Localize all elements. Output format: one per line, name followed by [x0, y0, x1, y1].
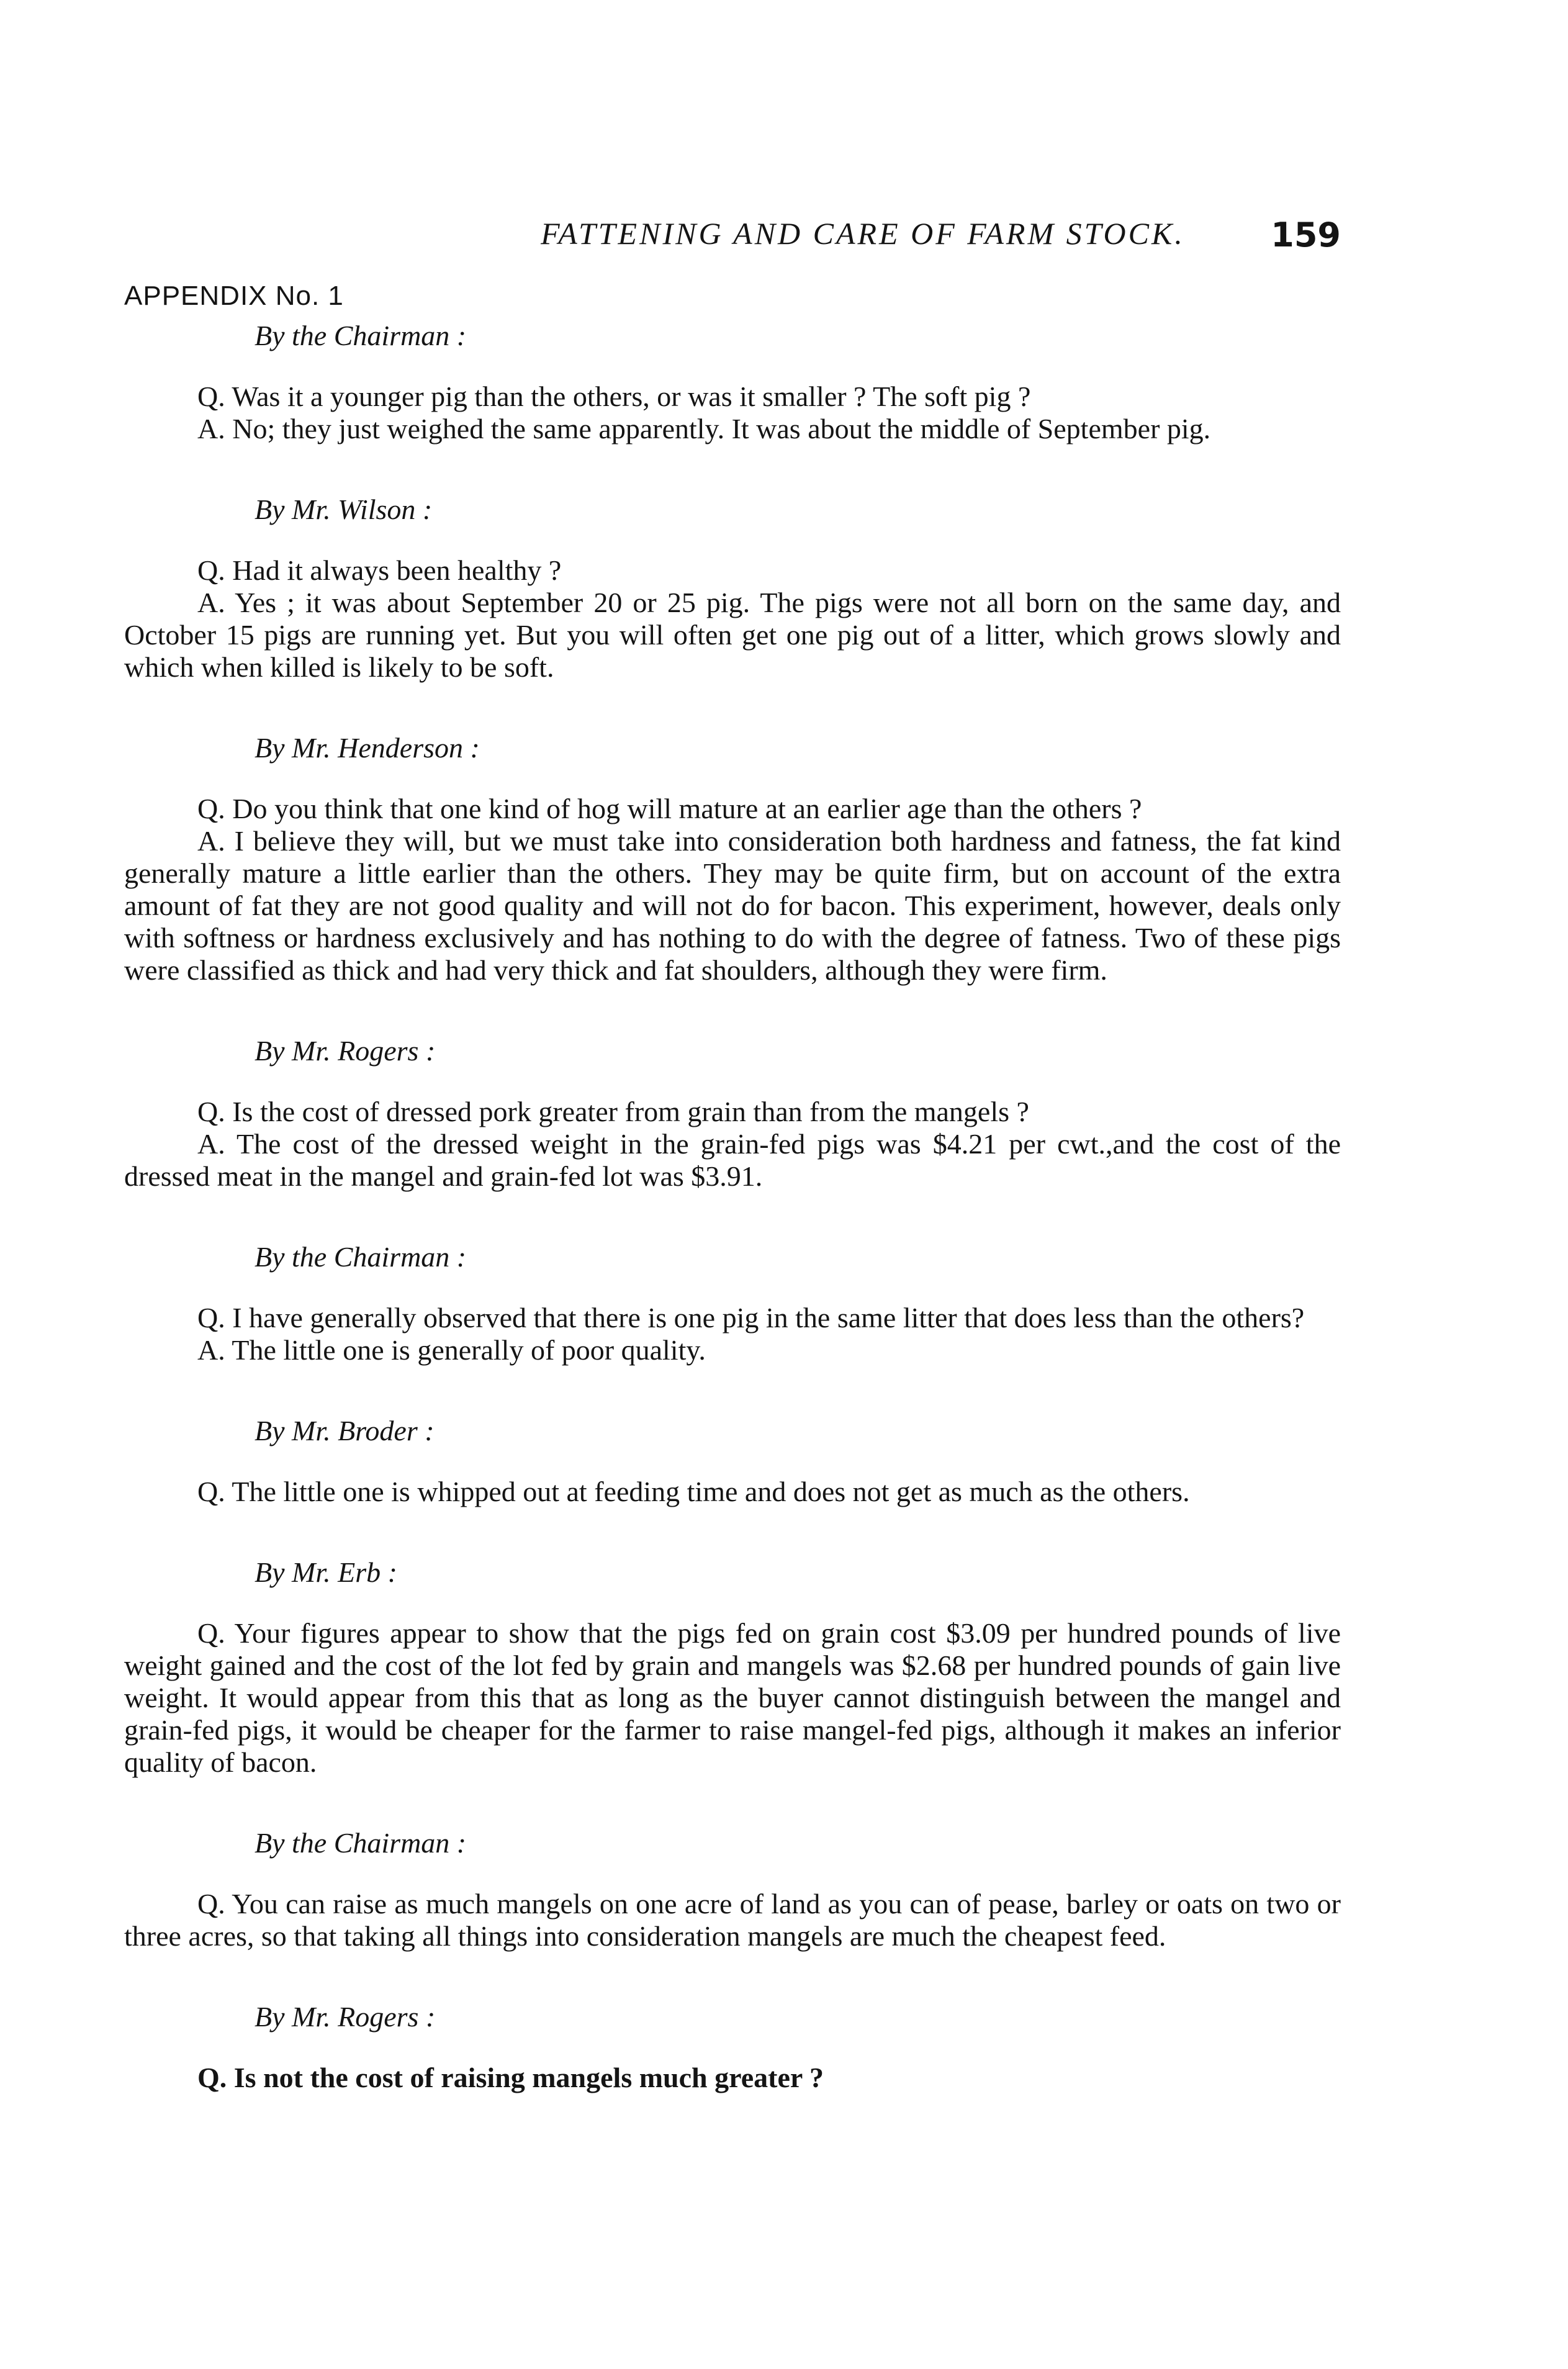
exchange-block [124, 494, 1341, 684]
speaker-heading: By Mr. Rogers : [255, 1035, 436, 1067]
exchange-block [124, 1827, 1341, 1952]
exchange-block [124, 1241, 1341, 1366]
document-body [124, 320, 1341, 2142]
exchange-block [124, 1035, 1341, 1193]
exchange-block [124, 1556, 1341, 1779]
question: Q. Had it always been healthy ? [197, 554, 562, 586]
speaker-heading: By the Chairman : [255, 320, 467, 351]
answer: A. The cost of the dressed weight in the grain-fed pigs was $4.21 per cwt.,and the cost of the dressed meat in the mangel and grain-fed lot was $3.91. [124, 1128, 1341, 1192]
answer: A. The little one is generally of poor quality. [197, 1334, 706, 1366]
speaker-heading: By Mr. Rogers : [255, 2001, 436, 2033]
speaker-heading: By Mr. Erb : [255, 1556, 397, 1588]
exchange-block [124, 1415, 1341, 1508]
question: Q. Your figures appear to show that the pigs fed on grain cost $3.09 per hundred pounds of live weight gained and the cost of the lot fed by grain and mangels was $2.68 per hundred pounds of gain live weight. It would appear from this that as long as the buyer cannot distinguish between the mangel and grain-fed pigs, it would be cheaper for the farmer to raise mangel-fed pigs, although it makes an inferior quality of bacon. [124, 1617, 1341, 1778]
question: Q. Is not the cost of raising mangels much greater ? [197, 2062, 824, 2093]
exchange-block [124, 320, 1341, 445]
question: Q. Do you think that one kind of hog will mature at an earlier age than the others ? [197, 793, 1142, 824]
answer: A. No; they just weighed the same apparently. It was about the middle of September pig. [197, 413, 1211, 444]
question: Q. Was it a younger pig than the others, or was it smaller ? The soft pig ? [197, 381, 1031, 412]
exchange-block [124, 732, 1341, 986]
exchange-block [124, 2001, 1341, 2094]
speaker-heading: By Mr. Wilson : [255, 494, 433, 525]
appendix-label: APPENDIX No. 1 [124, 281, 344, 311]
answer: A. Yes ; it was about September 20 or 25 pig. The pigs were not all born on the same day, and October 15 pigs are running yet. But you will often get one pig out of a litter, which grows slowly and which when killed is likely to be soft. [124, 587, 1341, 683]
question: Q. You can raise as much mangels on one acre of land as you can of pease, barley or oats on two or three acres, so that taking all things into consideration mangels are much the cheapest feed. [124, 1888, 1341, 1952]
answer: A. I believe they will, but we must take into consideration both hardness and fatness, the fat kind generally mature a little earlier than the others. They may be quite firm, but on account of the extra amount of fat they are not good quality and will not do for bacon. This experiment, however, deals only with softness or hardness exclusively and has nothing to do with the degree of fatness. Two of these pigs were classified as thick and had very thick and fat shoulders, although they were firm. [124, 825, 1341, 986]
speaker-heading: By Mr. Broder : [255, 1415, 435, 1446]
question: Q. I have generally observed that there is one pig in the same litter that does less than the others? [197, 1302, 1305, 1333]
speaker-heading: By Mr. Henderson : [255, 732, 480, 764]
running-title: FATTENING AND CARE OF FARM STOCK. [541, 216, 1185, 251]
speaker-heading: By the Chairman : [255, 1241, 467, 1273]
question: Q. Is the cost of dressed pork greater from grain than from the mangels ? [197, 1096, 1029, 1127]
question: Q. The little one is whipped out at feeding time and does not get as much as the others. [197, 1476, 1190, 1507]
speaker-heading: By the Chairman : [255, 1827, 467, 1859]
page-number: 159 [1271, 215, 1341, 255]
